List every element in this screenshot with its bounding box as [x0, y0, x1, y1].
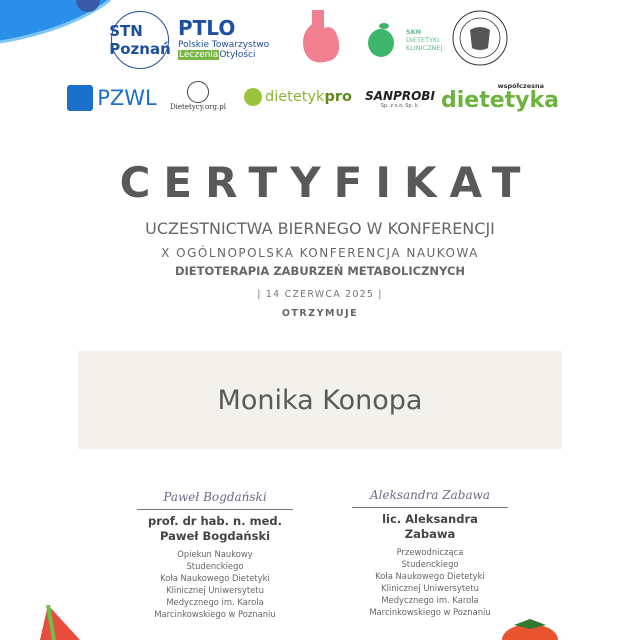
- university-seal: [452, 10, 508, 66]
- role-line: Studenckiego: [401, 559, 459, 569]
- role-line: Opiekun Naukowy: [177, 549, 253, 559]
- ptlo-line1: Polskie Towarzystwo: [178, 40, 270, 50]
- dietetykpro-logo: [238, 86, 358, 108]
- recipient-name: Monika Konopa: [217, 384, 423, 416]
- skn-text: SKN: [406, 28, 422, 36]
- certificate-title: CERTYFIKAT: [119, 158, 534, 207]
- dietetykpro-b: pro: [324, 89, 352, 105]
- tomato-decoration: [500, 615, 560, 640]
- role-line: Medycznego im. Karola: [381, 595, 479, 605]
- pzwl-logo: [66, 84, 158, 112]
- role-line: Koła Naukowego Dietetyki: [375, 571, 485, 581]
- role-line: Klinicznej Uniwersytetu: [166, 585, 264, 595]
- dietetykpro-a: dietetyk: [265, 89, 325, 105]
- role-line: Marcinkowskiego w Poznaniu: [369, 607, 491, 617]
- ptlo-title: PTLO: [178, 16, 236, 40]
- wd-big: dietetyka: [441, 88, 559, 113]
- apple-logo: [366, 20, 396, 58]
- skn-logo: [406, 28, 442, 52]
- sanprobi-logo: [366, 86, 434, 112]
- signer-role: [125, 548, 305, 620]
- skn-line2: KLINICZNEJ: [406, 44, 443, 52]
- recipient-box: [78, 351, 562, 449]
- conference-date: | 14 CZERWCA 2025 |: [257, 289, 383, 300]
- dietetycy-text: Dietetycy.org.pl: [170, 103, 226, 111]
- stomach-logo: [298, 10, 342, 68]
- role-line: Studenckiego: [186, 561, 244, 571]
- conference-topic: DIETOTERAPIA ZABURZEŃ METABOLICZNYCH: [174, 264, 466, 278]
- wspolczesna-dietetyka-logo: [441, 80, 559, 114]
- signature-block-right: [340, 488, 520, 618]
- role-line: Koła Naukowego Dietetyki: [160, 573, 270, 583]
- stn-logo: [111, 11, 169, 69]
- ptlo-line2a: Leczenia: [179, 50, 219, 60]
- role-line: Klinicznej Uniwersytetu: [381, 583, 479, 593]
- decoration-top-left: [0, 0, 120, 50]
- handwritten-signature: Aleksandra Zabawa: [352, 488, 508, 508]
- sanprobi-sub: Sp. z o.o. Sp. k.: [380, 103, 420, 109]
- role-line: Przewodnicząca: [396, 547, 464, 557]
- handwritten-signature: Paweł Bogdański: [137, 490, 293, 510]
- pzwl-text: PZWL: [97, 86, 157, 110]
- stn-text: STN Poznań: [109, 22, 171, 58]
- ptlo-logo: [178, 12, 278, 64]
- decoration-bottom-left: [40, 605, 100, 640]
- sanprobi-text: SANPROBI: [365, 89, 435, 103]
- role-line: Marcinkowskiego w Poznaniu: [154, 609, 276, 619]
- signature-block-left: [125, 490, 305, 620]
- signer-role: [340, 546, 520, 618]
- role-line: Medycznego im. Karola: [166, 597, 264, 607]
- dietetycy-logo: [166, 78, 230, 114]
- receives-label: OTRZYMUJE: [281, 308, 359, 319]
- signer-title: prof. dr hab. n. med.: [148, 514, 282, 528]
- wd-small: współczesna: [497, 82, 544, 90]
- signer-name: Zabawa: [404, 527, 456, 541]
- ptlo-line2b: Otyłości: [219, 50, 256, 60]
- skn-line1: DIETETYKI: [406, 36, 440, 44]
- certificate-subtitle: UCZESTNICTWA BIERNEGO W KONFERENCJI: [145, 219, 495, 238]
- signer-title: lic. Aleksandra: [382, 512, 478, 526]
- conference-name: X OGÓLNOPOLSKA KONFERENCJA NAUKOWA: [161, 246, 479, 260]
- signer-name: Paweł Bogdański: [159, 529, 271, 543]
